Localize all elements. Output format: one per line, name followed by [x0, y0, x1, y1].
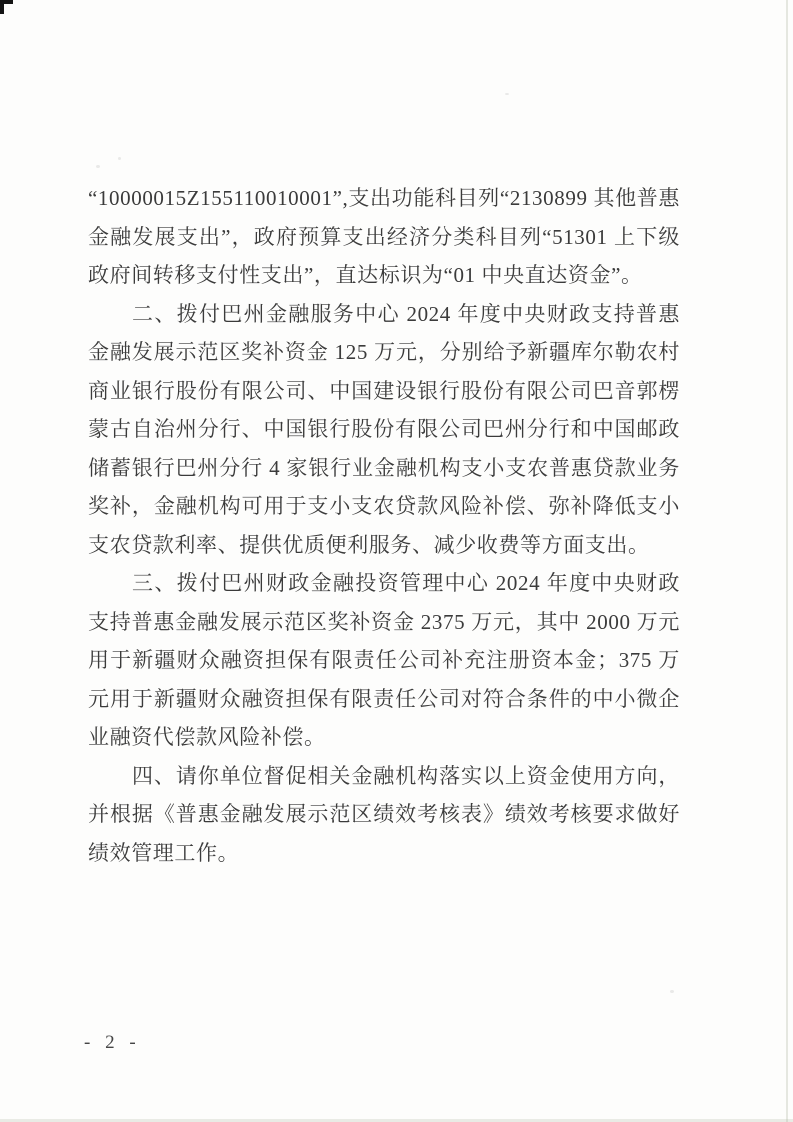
- scan-speck: [505, 93, 509, 95]
- paragraph-item-four-supervision-requirement: 四、请你单位督促相关金融机构落实以上资金使用方向，并根据《普惠金融发展示范区绩效考核表》绩效考核要求做好绩效管理工作。: [88, 763, 680, 865]
- scan-artifact-corner-mark: [0, 0, 4, 14]
- document-body: [88, 179, 680, 872]
- scan-speck: [96, 165, 100, 168]
- paragraph-budget-subject-codes: “10000015Z155110010001”,支出功能科目列“2130899 其他普惠金融发展支出”，政府预算支出经济分类科目列“51301 上下级政府间转移支付性支出”，直达标识为“01 中央直达资金”。: [88, 186, 680, 287]
- scan-speck: [118, 157, 121, 160]
- page-number: - 2 -: [84, 1032, 139, 1053]
- scan-speck: [670, 990, 674, 993]
- paragraph-item-two-financial-service-center: 二、拨付巴州金融服务中心 2024 年度中央财政支持普惠金融发展示范区奖补资金 125 万元，分别给予新疆库尔勒农村商业银行股份有限公司、中国建设银行股份有限公司巴音郭楞蒙古自治州分行、中国银行股份有限公司巴州分行和中国邮政储蓄银行巴州分行 4 家银行业金融机构支小支农普惠贷款业务奖补，金融机构可用于支小支农贷款风险补偿、弥补降低支小支农贷款利率、提供优质便利服务、减少收费等方面支出。: [88, 301, 680, 557]
- paragraph-item-three-investment-management-center: 三、拨付巴州财政金融投资管理中心 2024 年度中央财政支持普惠金融发展示范区奖补资金 2375 万元，其中 2000 万元用于新疆财众融资担保有限责任公司补充注册资本金；375 万元用于新疆财众融资担保有限责任公司对符合条件的中小微企业融资代偿款风险补偿。: [88, 571, 680, 749]
- scan-edge-line: [786, 0, 788, 1122]
